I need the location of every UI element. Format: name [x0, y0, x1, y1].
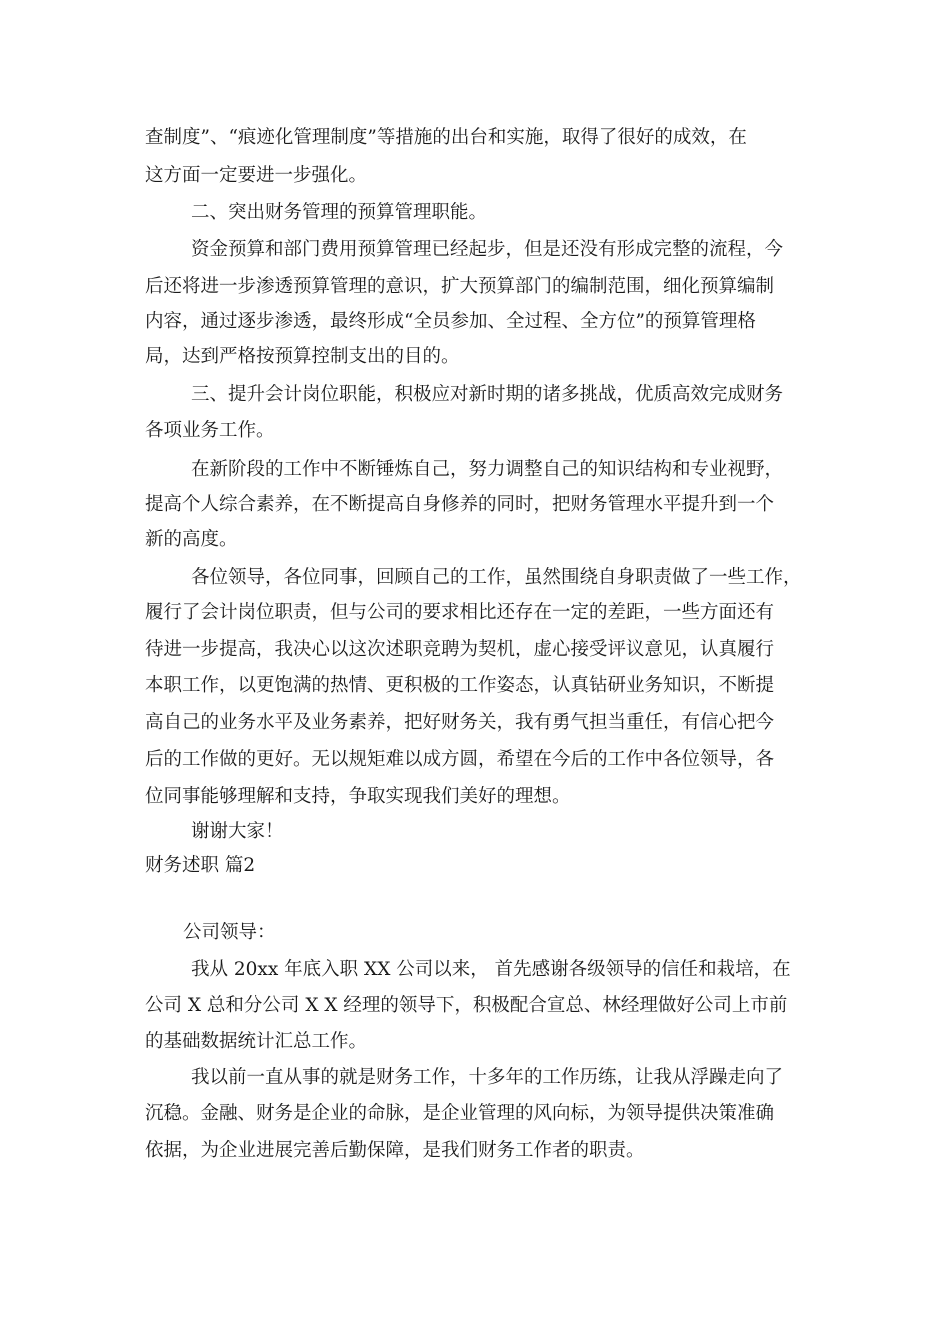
- text-line: 内容，通过逐步渗透，最终形成“全员参加、全过程、全方位”的预算管理格: [145, 311, 756, 332]
- text-line: 履行了会计岗位职责，但与公司的要求相比还存在一定的差距，一些方面还有: [145, 602, 775, 623]
- text-line: 的基础数据统计汇总工作。: [145, 1031, 368, 1052]
- text-line: 资金预算和部门费用预算管理已经起步，但是还没有形成完整的流程，今: [191, 239, 784, 260]
- text-line: 提高个人综合素养，在不断提高自身修养的同时，把财务管理水平提升到一个: [145, 494, 775, 515]
- section-heading: 三、提升会计岗位职能，积极应对新时期的诸多挑战，优质高效完成财务: [191, 384, 784, 405]
- text-line: 我从 20xx 年底入职 XX 公司以来， 首先感谢各级领导的信任和栽培，在: [191, 959, 791, 980]
- text-line: 沉稳。金融、财务是企业的命脉，是企业管理的风向标，为领导提供决策准确: [145, 1103, 775, 1124]
- text-line: 依据，为企业进展完善后勤保障，是我们财务工作者的职责。: [145, 1140, 645, 1161]
- salutation: 公司领导：: [183, 922, 276, 943]
- closing-line: 谢谢大家！: [191, 821, 284, 842]
- text-line: 查制度”、“痕迹化管理制度”等措施的出台和实施，取得了很好的成效，在: [145, 127, 747, 148]
- text-line: 高自己的业务水平及业务素养，把好财务关，我有勇气担当重任，有信心把今: [145, 712, 775, 733]
- text-line: 局，达到严格按预算控制支出的目的。: [145, 346, 460, 367]
- text-line: 待进一步提高，我决心以这次述职竞聘为契机，虚心接受评议意见，认真履行: [145, 639, 775, 660]
- text-line: 各项业务工作。: [145, 420, 275, 441]
- text-line: 我以前一直从事的就是财务工作，十多年的工作历练，让我从浮躁走向了: [191, 1067, 784, 1088]
- text-line: 新的高度。: [145, 529, 238, 550]
- text-line: 各位领导，各位同事，回顾自己的工作，虽然围绕自身职责做了一些工作，: [191, 567, 802, 588]
- section-title: 财务述职 篇2: [145, 855, 256, 876]
- section-heading: 二、突出财务管理的预算管理职能。: [191, 202, 488, 223]
- text-line: 这方面一定要进一步强化。: [145, 165, 368, 186]
- text-line: 后还将进一步渗透预算管理的意识，扩大预算部门的编制范围，细化预算编制: [145, 276, 775, 297]
- text-line: 在新阶段的工作中不断锤炼自己，努力调整自己的知识结构和专业视野，: [191, 459, 784, 480]
- text-line: 位同事能够理解和支持，争取实现我们美好的理想。: [145, 786, 571, 807]
- text-line: 后的工作做的更好。无以规矩难以成方圆，希望在今后的工作中各位领导，各: [145, 749, 775, 770]
- text-line: 公司 X 总和分公司 X X 经理的领导下，积极配合宣总、林经理做好公司上市前: [145, 995, 788, 1016]
- text-line: 本职工作，以更饱满的热情、更积极的工作姿态，认真钻研业务知识，不断提: [145, 675, 775, 696]
